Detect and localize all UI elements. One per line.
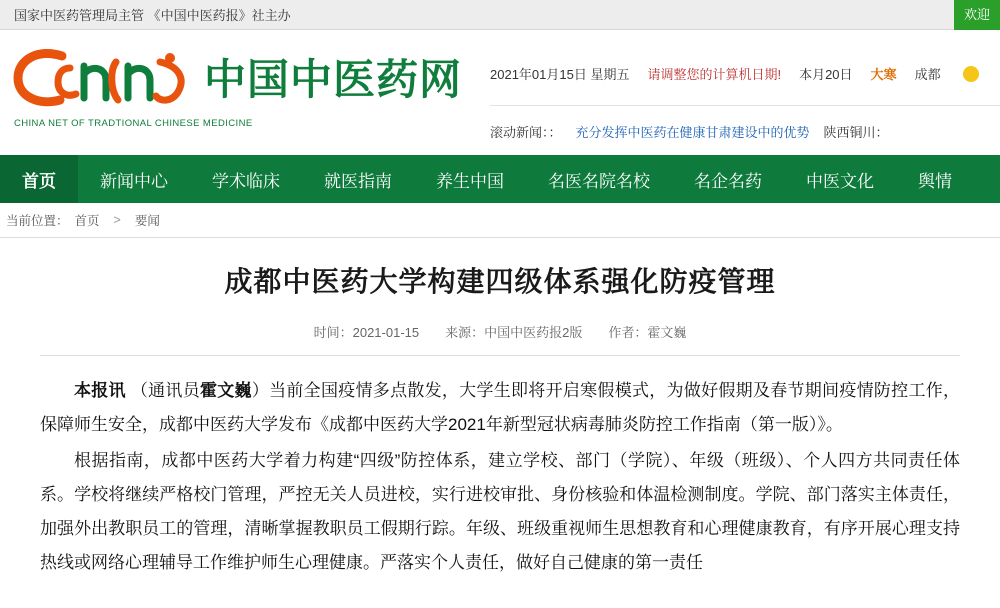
- nav-item-health-china[interactable]: [414, 155, 526, 203]
- scroll-news-item-1[interactable]: 充分发挥中医药在健康甘肃建设中的优势: [575, 125, 810, 140]
- page-title: 成都中医药大学构建四级体系强化防疫管理: [224, 266, 776, 297]
- top-bar-sponsor-text: 国家中医药管理局主管 《中国中医药报》社主办: [14, 8, 291, 23]
- article-p1-part1: （通讯员: [130, 381, 200, 401]
- nav-item-label: 学术临床: [212, 171, 280, 191]
- site-logo-subtitle: CHINA NET OF TRADTIONAL CHINESE MEDICINE: [14, 118, 253, 129]
- weather-city-label: 成都: [914, 67, 941, 82]
- nav-item-label: 新闻中心: [100, 171, 168, 191]
- article-source: [445, 322, 582, 341]
- nav-item-academic-clinical[interactable]: [190, 155, 302, 203]
- nav-item-medical-guide[interactable]: [302, 155, 414, 203]
- nav-item-label: 名医名院名校: [548, 171, 650, 191]
- nav-item-tcm-culture[interactable]: [784, 155, 896, 203]
- top-announcement-bar: [0, 0, 1000, 30]
- article-author-label: 作者：: [608, 325, 648, 341]
- article-time-label: 时间：: [313, 325, 353, 341]
- current-date-text: 2021年01月15日 星期五: [490, 67, 630, 82]
- article-time: [314, 322, 420, 341]
- article-lead-label: 本报讯: [74, 381, 126, 401]
- breadcrumb: [0, 203, 1000, 237]
- nav-item-public-opinion[interactable]: [896, 155, 974, 203]
- nav-item-label: 养生中国: [436, 171, 504, 191]
- nav-item-home[interactable]: [0, 155, 78, 203]
- solar-term-name: 大寒: [870, 67, 897, 82]
- article-p1-author: 霍文巍: [199, 381, 252, 401]
- article-p1-part2: ）当前全国疫情多点散发，大学生即将开启寒假模式，为做好假期及春节期间疫情防控工作，保障师生安全，成都中医药大学发布《成都中医药大学2021年新型冠状病毒肺炎防控工作指南（第一版）》。: [40, 381, 961, 435]
- article-paragraph-2: 根据指南，成都中医药大学着力构建“四级”防控体系，建立学校、部门（学院）、年级（班级）、个人四方共同责任体系。学校将继续严格校门管理，严控无关人员进校，实行进校审批、身份核验和体温检测制度。学院、部门落实主体责任，加强外出教职员工的管理，清晰掌握教职员工假期行踪。年级、班级重视师生思想教育和心理健康教育，有序开展心理支持热线或网络心理辅导工作维护师生心理健康。严落实个人责任，做好自己健康的第一责任: [40, 451, 960, 573]
- nav-item-label: 首页: [22, 171, 56, 191]
- site-header: [0, 30, 1000, 155]
- scroll-news-item-2[interactable]: 陕西铜川：: [823, 125, 889, 140]
- article-paragraph-1: [40, 374, 960, 442]
- article-source-value: 中国中医药报2版: [484, 325, 583, 341]
- nav-item-label: 中医文化: [806, 171, 874, 191]
- article-container: [0, 237, 1000, 580]
- article-author: [608, 322, 686, 341]
- site-logo-title: 中国中医药网: [204, 55, 463, 104]
- breadcrumb-current: 要闻: [134, 214, 160, 228]
- breadcrumb-home-link[interactable]: 首页: [74, 214, 100, 228]
- article-body: [40, 374, 960, 580]
- nav-item-label: 舆情: [918, 171, 952, 191]
- nav-item-famous-enterprises[interactable]: [672, 155, 784, 203]
- article-source-label: 来源：: [445, 325, 485, 341]
- date-notice-text: 请调整您的计算机日期!: [647, 67, 782, 82]
- article-meta: [40, 322, 960, 341]
- article-divider: [40, 355, 960, 356]
- top-bar-welcome-banner: 欢迎: [954, 0, 1000, 30]
- article-time-value: 2021-01-15: [352, 325, 420, 341]
- main-navigation: [0, 155, 1000, 203]
- nav-item-famous-doctors[interactable]: [526, 155, 672, 203]
- site-logo[interactable]: [0, 42, 490, 129]
- nav-item-news-center[interactable]: [78, 155, 190, 203]
- sunny-weather-icon: [963, 66, 979, 82]
- cntcm-logo-icon: [10, 42, 200, 112]
- article-author-value: 霍文巍: [647, 325, 687, 341]
- breadcrumb-label: 当前位置：: [6, 214, 69, 228]
- header-info-panel: [490, 42, 1000, 141]
- breadcrumb-separator: >: [113, 213, 121, 227]
- nav-item-label: 就医指南: [324, 171, 392, 191]
- solar-term-month: 本月20日: [799, 67, 853, 82]
- nav-item-label: 名企名药: [694, 171, 762, 191]
- scroll-news-label: 滚动新闻：：: [490, 125, 562, 140]
